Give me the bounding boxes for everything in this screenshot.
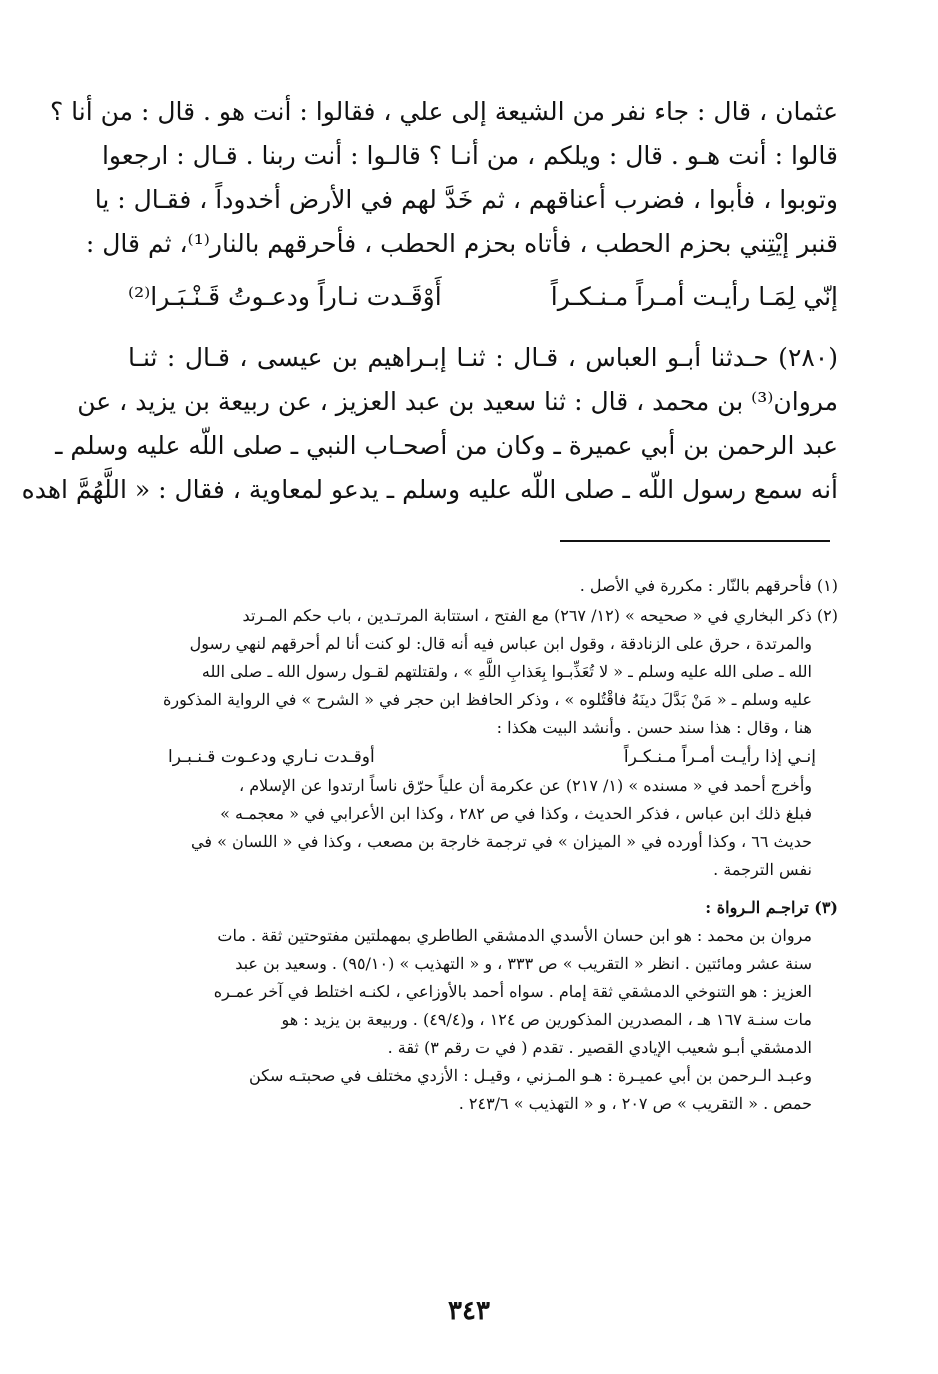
footnote-1: [108, 572, 838, 600]
paragraph-narration: [49, 90, 838, 266]
footnote-line: وأخرج أحمد في « مسنده » (١/ ٢١٧) عن عكرمة أن علياً حرّق ناساً ارتدوا عن الإسلام ،: [238, 776, 812, 795]
footnote-line: والمرتدة ، حرق على الزنادقة ، وقول ابن عباس فيه أنه قال: لو كنت أنا لم أحرقهم لنهي رسول: [189, 634, 812, 653]
footnote-verse-second-hemistich: أوقـدت نـاري ودعـوت قـنـبـرا: [168, 747, 375, 767]
main-text-block: [21, 90, 838, 512]
footnote-line: عليه وسلم ـ « مَنْ بَدَّلَ دينَهُ فاقْتُلوه » ، وذكر الحافظ ابن حجر في « الشرح » في الرواية المذكورة: [162, 690, 812, 709]
text-line: قنبر إيْتِني بحزم الحطب ، فأتاه بحزم الحطب ، فأحرقهم بالنار⁽¹⁾، ثم قال :: [85, 229, 838, 258]
footnote-line: سنة عشر ومائتين . انظر « التقريب » ص ٣٣٣ ، و « التهذيب » (٩٥/١٠) . وسعيد بن عبد: [235, 954, 812, 973]
footnote-line: العزيز : هو التنوخي الدمشقي ثقة إمام . سواه أحمد بالأوزاعي ، لكنـه اختلط في آخر عمـره: [213, 982, 812, 1001]
footnote-line: حديث ٦٦ ، وكذا أورده في « الميزان » في ترجمة خارجة بن مصعب ، وكذا في « اللسان » في: [191, 832, 812, 851]
footnote-line: مروان بن محمد : هو ابن حسان الأسدي الدمشقي الطاطري بمهملتين مفتوحتين ثقة . مات: [217, 926, 812, 945]
verse-first-hemistich: إنّي لِمَـا رأيـت أمـراً مـنـكـراً: [550, 282, 838, 311]
footnote-2: [108, 602, 838, 884]
footnote-line: وعبـد الـرحمن بن أبي عميـرة : هـو المـزني ، وقيـل : الأزدي مختلف في صحبتـه سكن: [248, 1066, 812, 1085]
text-line: عثمان ، قال : جاء نفر من الشيعة إلى علي ، فقالوا : أنت هو . قال : من أنا ؟: [49, 97, 838, 126]
verse-second-hemistich: أَوْقَـدت نـاراً ودعـوتُ قَـنْـبَـرا⁽²⁾: [128, 282, 442, 311]
footnote-3: [108, 894, 838, 1118]
footnote-line: مات سنـة ١٦٧ هـ ، المصدرين المذكورين ص ١٢٤ ، و(٤٩/٤) . وربيعة بن يزيد : هو: [281, 1010, 812, 1029]
footnotes-block: [108, 572, 838, 1120]
footnote-verse: [108, 742, 838, 772]
text-line: (٢٨٠) حـدثنا أبـو العباس ، قـال : ثنـا إبـراهيم بن عيسى ، قـال : ثنـا: [128, 343, 838, 372]
footnote-line: نفس الترجمة .: [713, 860, 812, 879]
footnote-line: الله ـ صلى الله عليه وسلم ـ « لا تُعَذِّبـوا بِعَذابِ اللَّهِ » ، ولقتلتهم لقـول رسول الله ـ صلى الله: [201, 662, 812, 681]
footnote-line: فبلغ ذلك ابن عباس ، فذكر الحديث ، وكذا في ص ٢٨٢ ، وكذا ابن الأعرابي في « معجمـه »: [220, 804, 812, 823]
footnote-verse-first-hemistich: إنـي إذا رأيـت أمـراً مـنـكـراً: [623, 747, 816, 767]
paragraph-hadith-280: [21, 336, 838, 512]
text-line: أنه سمع رسول اللّه ـ صلى اللّه عليه وسلم ـ يدعو لمعاوية ، فقال : « اللَّهُمَّ اهده: [21, 475, 838, 504]
text-line: وتوبوا ، فأبوا ، فضرب أعناقهم ، ثم خَدَّ لهم في الأرض أخدوداً ، فقـال : يا: [94, 185, 838, 214]
footnote-line: هنا ، وقال : هذا سند حسن . وأنشد البيت هكذا :: [496, 718, 812, 737]
text-line: مروان⁽³⁾ بن محمد ، قال : ثنا سعيد بن عبد العزيز ، عن ربيعة بن يزيد ، عن: [77, 387, 838, 416]
footnote-line: (٢) ذكر البخاري في « صحيحه » (١٢/ ٢٦٧) مع الفتح ، استتابة المرتـدين ، باب حكم المـرتد: [242, 606, 838, 625]
poetry-verse: [128, 274, 838, 320]
text-line: عبد الرحمن بن أبي عميرة ـ وكان من أصحـاب النبي ـ صلى اللّه عليه وسلم ـ: [55, 431, 838, 460]
page-number: ٣٤٣: [448, 1296, 490, 1326]
footnote-separator: [560, 540, 830, 542]
footnote-line: حمص . « التقريب » ص ٢٠٧ ، و « التهذيب » ٢٤٣/٦ .: [458, 1094, 812, 1113]
text-line: قالوا : أنت هـو . قال : ويلكم ، من أنـا ؟ قالـوا : أنت ربنا . قـال : ارجعوا: [101, 141, 838, 170]
footnote-heading: (٣) تراجـم الـرواة :: [705, 898, 838, 917]
footnote-line: (١) فأحرقهم بالنّار : مكررة في الأصل .: [579, 576, 838, 595]
footnote-line: الدمشقي أبـو شعيب الإيادي القصير . تقدم ( في ت رقم ٣) ثقة .: [387, 1038, 812, 1057]
